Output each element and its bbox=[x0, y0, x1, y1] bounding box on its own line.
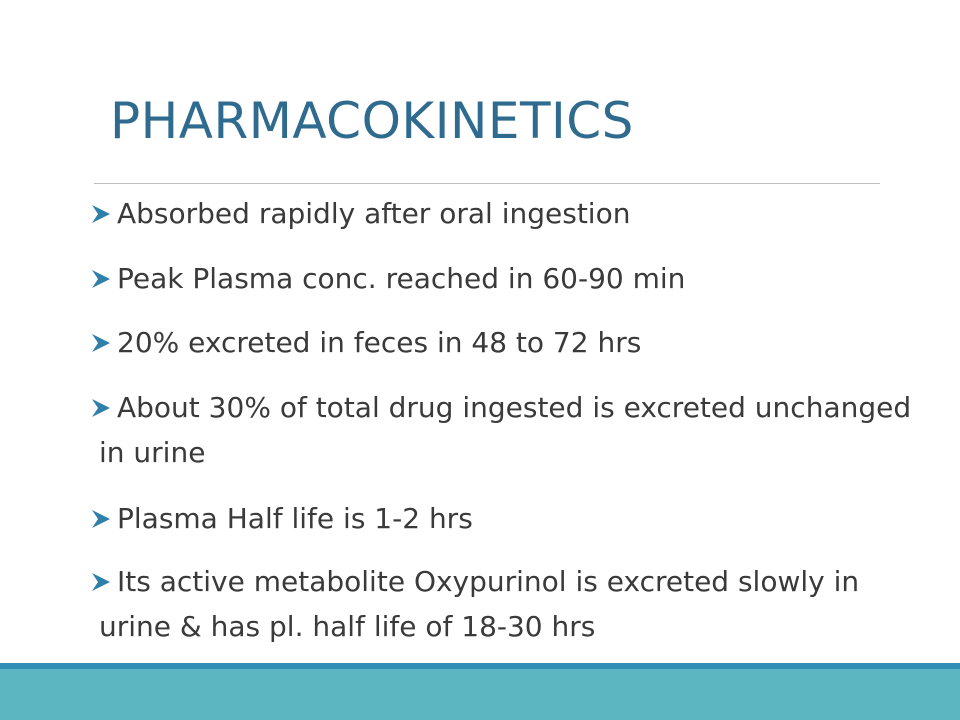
arrow-bullet-icon bbox=[90, 508, 112, 530]
arrow-bullet-icon bbox=[90, 397, 112, 419]
bullet-text: Its active metabolite Oxypurinol is excreted slowly in bbox=[117, 565, 860, 598]
slide-title: PHARMACOKINETICS bbox=[110, 92, 634, 150]
bullet-item bbox=[90, 191, 905, 236]
bullet-text: Peak Plasma conc. reached in 60-90 min bbox=[117, 262, 686, 295]
bullet-text: About 30% of total drug ingested is excreted unchanged bbox=[117, 391, 912, 424]
arrow-bullet-icon bbox=[90, 203, 112, 225]
bullet-continuation: in urine bbox=[99, 436, 206, 469]
bullet-text: Plasma Half life is 1-2 hrs bbox=[117, 502, 473, 535]
title-divider bbox=[94, 183, 880, 184]
arrow-bullet-icon bbox=[90, 571, 112, 593]
footer-band bbox=[0, 669, 960, 720]
bullet-text: 20% excreted in feces in 48 to 72 hrs bbox=[117, 326, 642, 359]
bullet-item bbox=[90, 559, 905, 649]
bullet-item bbox=[90, 385, 912, 475]
bullet-continuation: urine & has pl. half life of 18-30 hrs bbox=[99, 610, 596, 643]
bullet-item bbox=[90, 256, 905, 301]
arrow-bullet-icon bbox=[90, 332, 112, 354]
bullet-item bbox=[90, 496, 905, 541]
bullet-text: Absorbed rapidly after oral ingestion bbox=[117, 197, 631, 230]
arrow-bullet-icon bbox=[90, 268, 112, 290]
bullet-item bbox=[90, 320, 905, 365]
